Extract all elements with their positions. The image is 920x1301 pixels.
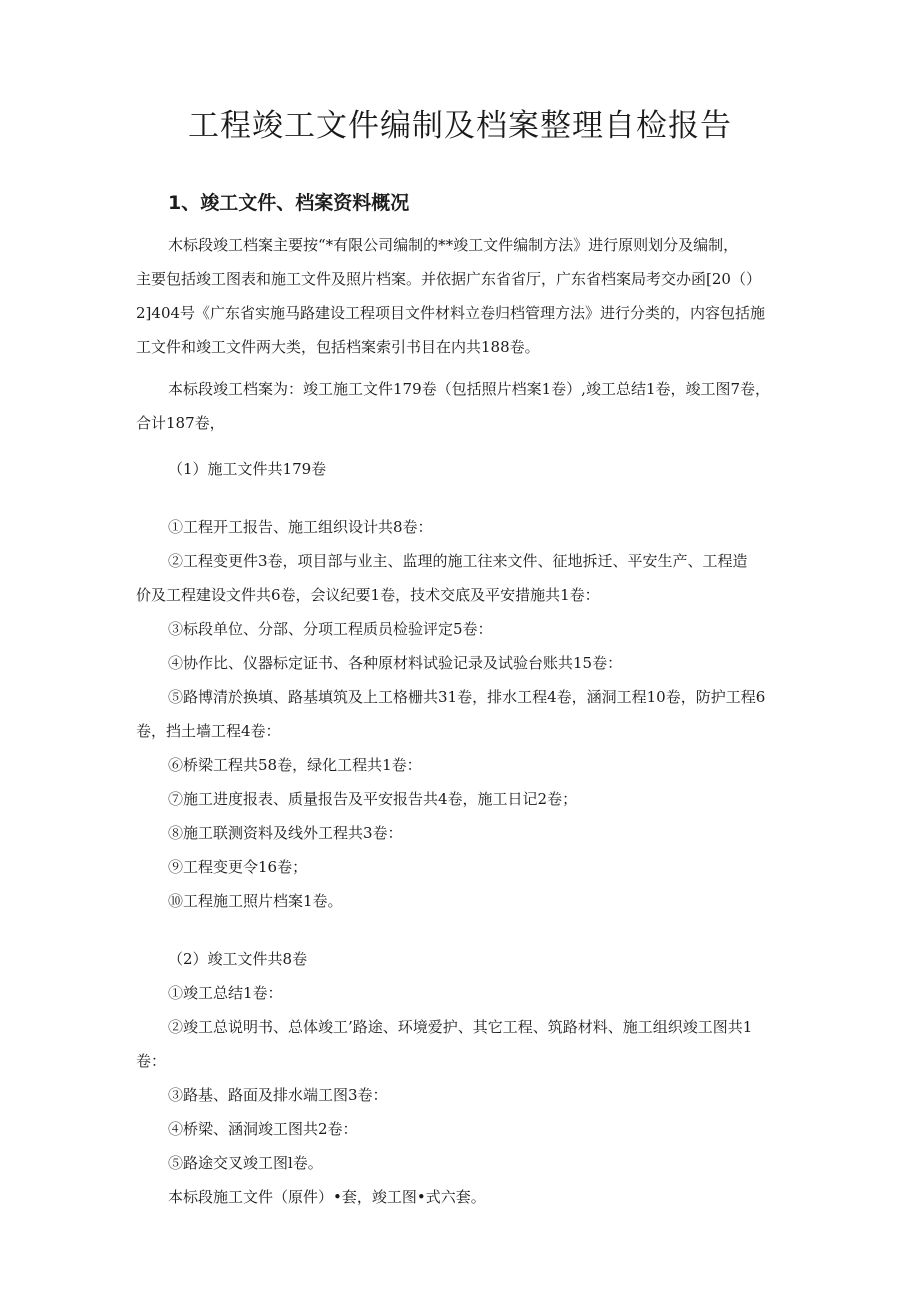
list-item: ②工程变更件3卷，项目部与业主、监理的施工往来文件、征地拆迁、平安生产、工程造 bbox=[168, 552, 748, 570]
paragraph-line: 本标段竣工档案为：竣工施工文件179卷（包括照片档案1卷）,竣工总结1卷，竣工图7卷， bbox=[168, 380, 771, 398]
subsection-title: （1）施工文件共179卷 bbox=[168, 460, 327, 478]
subsection-heading-construction bbox=[136, 452, 840, 486]
completion-file-list bbox=[136, 942, 840, 1214]
list-item: ①工程开工报告、施工组织设计共8卷： bbox=[168, 518, 433, 536]
list-item: ⑥桥梁工程共58卷，绿化工程共1卷： bbox=[168, 756, 422, 774]
paragraph-overview bbox=[136, 228, 840, 364]
list-item-continuation: 卷： bbox=[136, 1052, 167, 1070]
paragraph-summary bbox=[136, 372, 840, 440]
subsection-title: （2）竣工文件共8卷 bbox=[168, 950, 308, 968]
list-item: ⑤路博清於换填、路基填筑及上工格栅共31卷，排水工程4卷，涵洞工程10卷，防护工程6 bbox=[168, 688, 766, 706]
paragraph-line: 工文件和竣工文件两大类，包括档案索引书目在内共188卷。 bbox=[136, 338, 540, 356]
list-item: ⑦施工进度报表、质量报告及平安报告共4卷，施工日记2卷； bbox=[168, 790, 578, 808]
list-item-continuation: 卷，挡土墙工程4卷： bbox=[136, 722, 281, 740]
paragraph-line: 主要包括竣工图表和施工文件及照片档案。并依据广东省省厅，广东省档案局考交办函[20（） bbox=[136, 270, 761, 288]
list-item: ③标段单位、分部、分项工程质员检验评定5卷： bbox=[168, 620, 493, 638]
page-title: 工程竣工文件编制及档案整理自检报告 bbox=[188, 108, 732, 144]
list-item: ⑧施工联测资料及线外工程共3卷： bbox=[168, 824, 403, 842]
section-heading: 1、竣工文件、档案资料概况 bbox=[168, 192, 410, 214]
list-item: ④桥梁、涵洞竣工图共2卷： bbox=[168, 1120, 358, 1138]
construction-file-list bbox=[136, 510, 840, 918]
paragraph-line: 木标段竣工档案主要按“*有限公司编制的**竣工文件编制方法》进行原则划分及编制， bbox=[168, 236, 739, 254]
list-item: ③路基、路面及排水端工图3卷： bbox=[168, 1086, 388, 1104]
list-item: ②竣工总说明书、总体竣工’路途、环境爱护、其它工程、筑路材料、施工组织竣工图共1 bbox=[168, 1018, 753, 1036]
paragraph-line: 合计187卷， bbox=[136, 414, 225, 432]
list-item: ④协作比、仪器标定证书、各种原材料试验记录及试验台账共15卷： bbox=[168, 654, 623, 672]
list-item: ①竣工总结1卷： bbox=[168, 984, 283, 1002]
list-item: ⑨工程变更令16卷； bbox=[168, 858, 308, 876]
closing-statement: 本标段施工文件（原件）•套，竣工图•式六套。 bbox=[168, 1188, 486, 1206]
paragraph-line: 2]404号《广东省实施马路建设工程项目文件材料立卷归档管理方法》进行分类的，内容包括施 bbox=[136, 304, 766, 322]
list-item: ⑩工程施工照片档案1卷。 bbox=[168, 892, 343, 910]
list-item-continuation: 价及工程建设文件共6卷，会议纪要1卷，技术交底及平安措施共1卷： bbox=[136, 586, 600, 604]
list-item: ⑤路途交叉竣工图l卷。 bbox=[168, 1154, 323, 1172]
